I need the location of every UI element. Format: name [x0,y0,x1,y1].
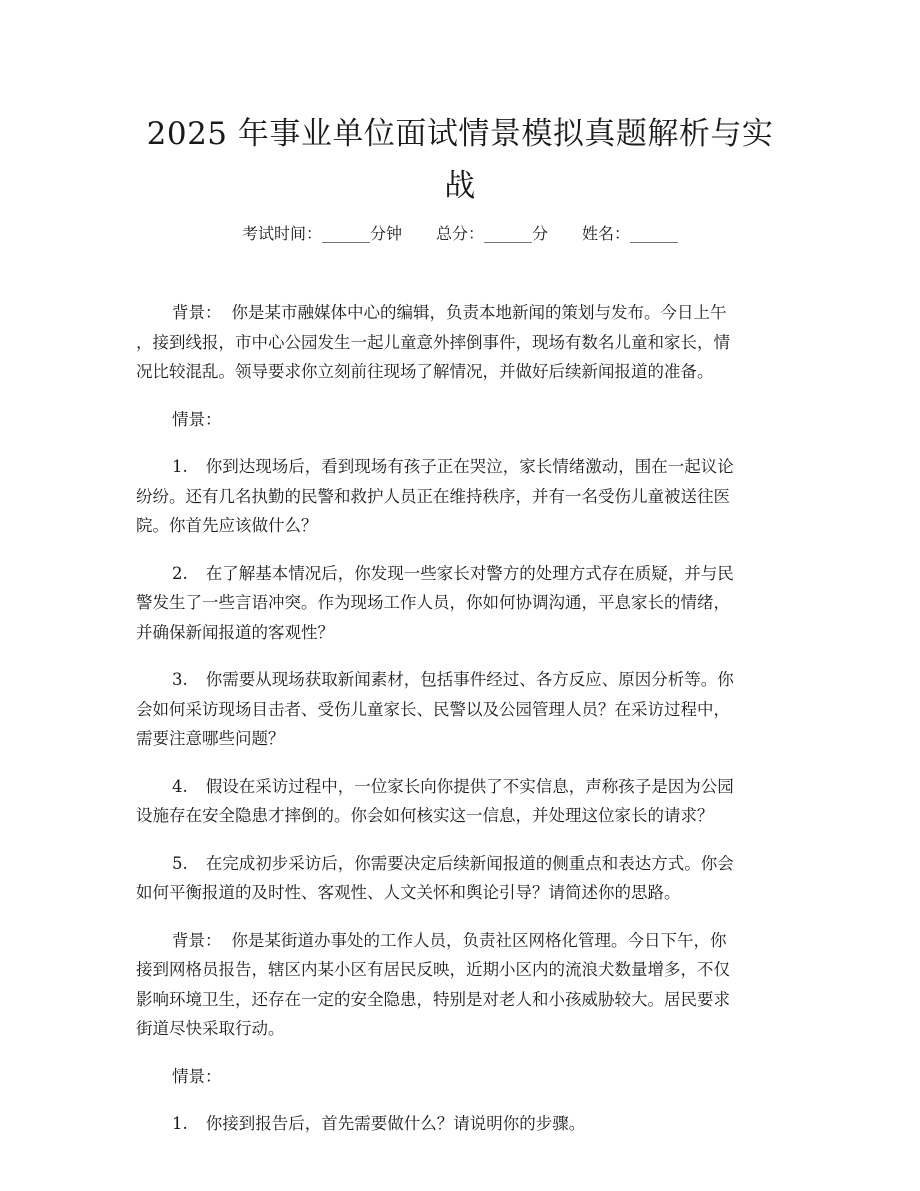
total-score-unit: 分 [532,224,549,243]
question-number: 1. [172,1114,188,1133]
background-text-line: 你是某街道办事处的工作人员，负责社区网格化管理。今日下午，你 [231,930,727,950]
question-text-line: 如何平衡报道的及时性、客观性、人文关怀和舆论引导？请简述你的思路。 [136,883,681,902]
question-item [136,559,796,648]
background-text-line: 街道尽快采取行动。 [136,1019,285,1038]
title-line: 2025 年事业单位面试情景模拟真题解析与实 [146,116,774,152]
exam-time-label: 考试时间： [241,224,322,243]
background-paragraph [136,926,796,1044]
background-label: 背景： [172,303,222,322]
question-text-line: 你到达现场后，看到现场有孩子正在哭泣，家长情绪激动，围在一起议论 [205,457,734,476]
background-text-line: 影响环境卫生，还存在一定的安全隐患，特别是对老人和小孩威胁较大。居民要求 [136,989,730,1009]
exam-time-blank: ______ [321,224,370,243]
total-score-label: 总分： [435,224,484,243]
question-text-line: 纷纷。还有几名执勤的民警和救护人员正在维持秩序，并有一名受伤儿童被送往医 [136,486,730,506]
exam-meta-line [0,222,920,246]
question-text-line: 你需要从现场获取新闻素材，包括事件经过、各方反应、原因分析等。你 [205,670,734,689]
question-text-line: 会如何采访现场目击者、受伤儿童家长、民警以及公园管理人员？在采访过程中， [136,699,730,719]
question-number: 1. [172,457,188,476]
document-body [136,298,796,1157]
scenario-label: 情景： [172,409,222,429]
background-text-line: 你是某市融媒体中心的编辑，负责本地新闻的策划与发布。今日上午 [231,303,727,322]
question-text-line: 假设在采访过程中，一位家长向你提供了不实信息，声称孩子是因为公园 [205,776,734,796]
question-text-line: 需要注意哪些问题？ [136,729,285,748]
question-text-line: 你接到报告后，首先需要做什么？请说明你的步骤。 [205,1114,586,1133]
background-paragraph [136,298,796,387]
title-line: 战 [444,168,476,204]
question-number: 3. [172,670,188,689]
background-label: 背景： [172,930,222,950]
background-text-line: ，接到线报，市中心公园发生一起儿童意外摔倒事件，现场有数名儿童和家长，情 [136,332,730,352]
question-number: 5. [172,853,188,873]
document-title [100,108,820,212]
question-item [136,665,796,754]
exam-time-unit: 分钟 [369,224,402,243]
name-label: 姓名： [582,224,631,243]
question-text-line: 警发生了一些言语冲突。作为现场工作人员，你如何协调沟通，平息家长的情绪， [136,593,730,612]
question-text-line: 院。你首先应该做什么？ [136,516,318,535]
question-number: 2. [172,563,188,583]
background-text-line: 接到网格员报告，辖区内某小区有居民反映，近期小区内的流浪犬数量增多，不仅 [136,960,730,979]
question-number: 4. [172,776,188,796]
question-text-line: 设施存在安全隐患才摔倒的。你会如何核实这一信息，并处理这位家长的请求？ [136,806,714,825]
background-text-line: 况比较混乱。领导要求你立刻前往现场了解情况，并做好后续新闻报道的准备。 [136,362,714,381]
question-item [136,772,796,831]
question-text-line: 在完成初步采访后，你需要决定后续新闻报道的侧重点和表达方式。你会 [205,853,734,873]
total-score-blank: ______ [484,224,532,243]
name-blank: ______ [630,224,679,243]
question-item [136,452,796,541]
question-item [136,849,796,908]
scenario-label: 情景： [172,1066,222,1086]
question-text-line: 并确保新闻报道的客观性？ [136,622,334,642]
question-text-line: 在了解基本情况后，你发现一些家长对警方的处理方式存在质疑，并与民 [205,563,734,583]
question-item [136,1109,796,1139]
